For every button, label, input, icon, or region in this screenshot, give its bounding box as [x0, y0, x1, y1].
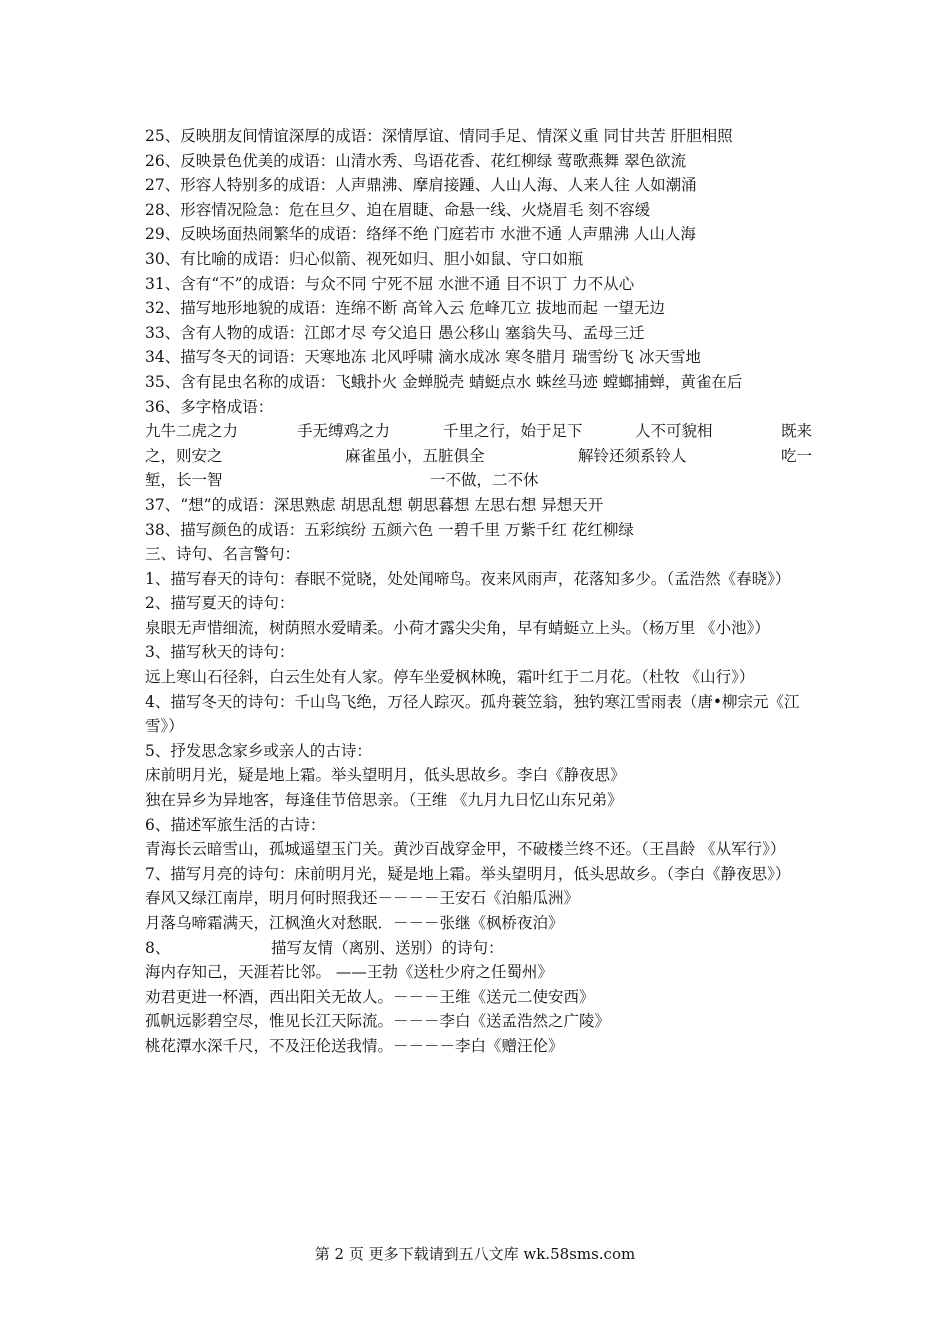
document-body	[145, 124, 812, 1059]
poem-line: 月落乌啼霜满天，江枫渔火对愁眠．－－－张继《枫桥夜泊》	[145, 914, 564, 932]
page-footer: 第 2 页 更多下载请到五八文库 wk.58sms.com	[314, 1245, 636, 1263]
poem-line: 7、描写月亮的诗句：床前明月光，疑是地上霜。举头望明月，低头思故乡。（李白《静夜思》）	[145, 864, 791, 883]
poem-line: 桃花潭水深千尺，不及汪伦送我情。－－－－李白《赠汪伦》	[145, 1036, 564, 1055]
poem-8-title: 描写友情（离别、送别）的诗句：	[271, 938, 504, 957]
poem-line: 劝君更进一杯酒，西出阳关无故人。－－－王维《送元二使安西》	[145, 987, 595, 1006]
idiom-item: 既来	[780, 422, 812, 441]
idiom-line-35: 35、含有昆虫名称的成语：飞蛾扑火 金蝉脱壳 蜻蜓点水 蛛丝马迹 螳螂捕蝉，黄雀在后	[145, 372, 743, 391]
idiom-item: 解铃还须系铃人	[578, 446, 687, 465]
idiom-line-27: 27、形容人特别多的成语：人声鼎沸、摩肩接踵、人山人海、人来人往 人如潮涌	[145, 176, 697, 195]
poem-line: 床前明月光，疑是地上霜。举头望明月，低头思故乡。李白《静夜思》	[145, 766, 626, 785]
poem-8-number: 8、	[145, 938, 171, 957]
idiom-line-31: 31、含有“不”的成语：与众不同 宁死不屈 水泄不通 目不识丁 力不从心	[145, 274, 635, 293]
multi-char-idioms-row	[145, 444, 812, 469]
poem-line: 6、描述军旅生活的古诗：	[145, 815, 326, 834]
poem-line: 5、抒发思念家乡或亲人的古诗：	[145, 741, 372, 760]
idiom-line-29: 29、反映场面热闹繁华的成语：络绎不绝 门庭若市 水泄不通 人声鼎沸 人山人海	[145, 225, 696, 244]
poem-line: 2、描写夏天的诗句：	[145, 594, 295, 613]
poem-line: 春风又绿江南岸，明月何时照我还－－－－王安石《泊船瓜洲》	[145, 889, 580, 908]
poem-line: 独在异乡为异地客，每逢佳节倍思亲。（王维 《九月九日忆山东兄弟》	[145, 791, 623, 810]
idiom-line-26: 26、反映景色优美的成语：山清水秀、鸟语花香、花红柳绿 莺歌燕舞 翠色欲流	[145, 151, 687, 170]
idiom-line-32: 32、描写地形地貌的成语：连绵不断 高耸入云 危峰兀立 拔地而起 一望无边	[145, 299, 665, 318]
idiom-item: 千里之行，始于足下	[443, 422, 583, 441]
poem-line: 3、描写秋天的诗句：	[145, 643, 295, 662]
idiom-item: 堑，长一智	[145, 471, 223, 490]
idiom-line-28: 28、形容情况险急：危在旦夕、迫在眉睫、命悬一线、火烧眉毛 刻不容缓	[145, 200, 651, 219]
idiom-line-38: 38、描写颜色的成语：五彩缤纷 五颜六色 一碧千里 万紫千红 花红柳绿	[145, 520, 634, 539]
idiom-line-37: 37、“想”的成语：深思熟虑 胡思乱想 朝思暮想 左思右想 异想天开	[145, 495, 604, 514]
poem-8-heading	[145, 936, 812, 961]
poem-line: 海内存知己，天涯若比邻。 ——王勃《送杜少府之任蜀州》	[145, 963, 553, 982]
idiom-line-36: 36、多字格成语：	[145, 397, 274, 416]
poem-line: 泉眼无声惜细流，树荫照水爱晴柔。小荷才露尖尖角，早有蜻蜓立上头。（杨万里 《小池》）	[145, 618, 770, 637]
multi-char-idioms-row	[145, 468, 812, 493]
idiom-item: 麻雀虽小，五脏俱全	[345, 446, 485, 465]
idiom-item: 手无缚鸡之力	[297, 422, 391, 441]
idiom-line-33: 33、含有人物的成语：江郎才尽 夸父追日 愚公移山 塞翁失马、孟母三迁	[145, 323, 645, 342]
poem-line: 孤帆远影碧空尽，惟见长江天际流。－－－李白《送孟浩然之广陵》	[145, 1012, 611, 1031]
idiom-item: 一不做，二不休	[430, 471, 539, 490]
multi-char-idioms-row	[145, 419, 812, 444]
idiom-item: 人不可貌相	[635, 422, 713, 441]
idiom-line-34: 34、描写冬天的词语：天寒地冻 北风呼啸 滴水成冰 寒冬腊月 瑞雪纷飞 冰天雪地	[145, 348, 701, 367]
idiom-item: 九牛二虎之力	[145, 422, 239, 441]
idiom-item: 吃一	[780, 446, 812, 465]
poem-line: 青海长云暗雪山，孤城遥望玉门关。黄沙百战穿金甲，不破楼兰终不还。（王昌龄 《从军行》）	[145, 840, 786, 859]
poem-line: 4、描写冬天的诗句：千山鸟飞绝，万径人踪灭。孤舟蓑笠翁，独钓寒江雪雨表（唐•柳宗元《江雪》）	[145, 692, 800, 736]
section-heading: 三、诗句、名言警句：	[145, 545, 301, 564]
poem-line: 1、描写春天的诗句：春眠不觉晓，处处闻啼鸟。夜来风雨声，花落知多少。（孟浩然《春晓》）	[145, 569, 791, 588]
poem-line: 远上寒山石径斜，白云生处有人家。停车坐爱枫林晚，霜叶红于二月花。（杜牧 《山行》）	[145, 668, 755, 687]
idiom-line-25: 25、反映朋友间情谊深厚的成语：深情厚谊、情同手足、情深义重 同甘共苦 肝胆相照	[145, 127, 733, 145]
idiom-item: 之，则安之	[145, 446, 223, 465]
idiom-line-30: 30、有比喻的成语：归心似箭、视死如归、胆小如鼠、守口如瓶	[145, 249, 584, 268]
